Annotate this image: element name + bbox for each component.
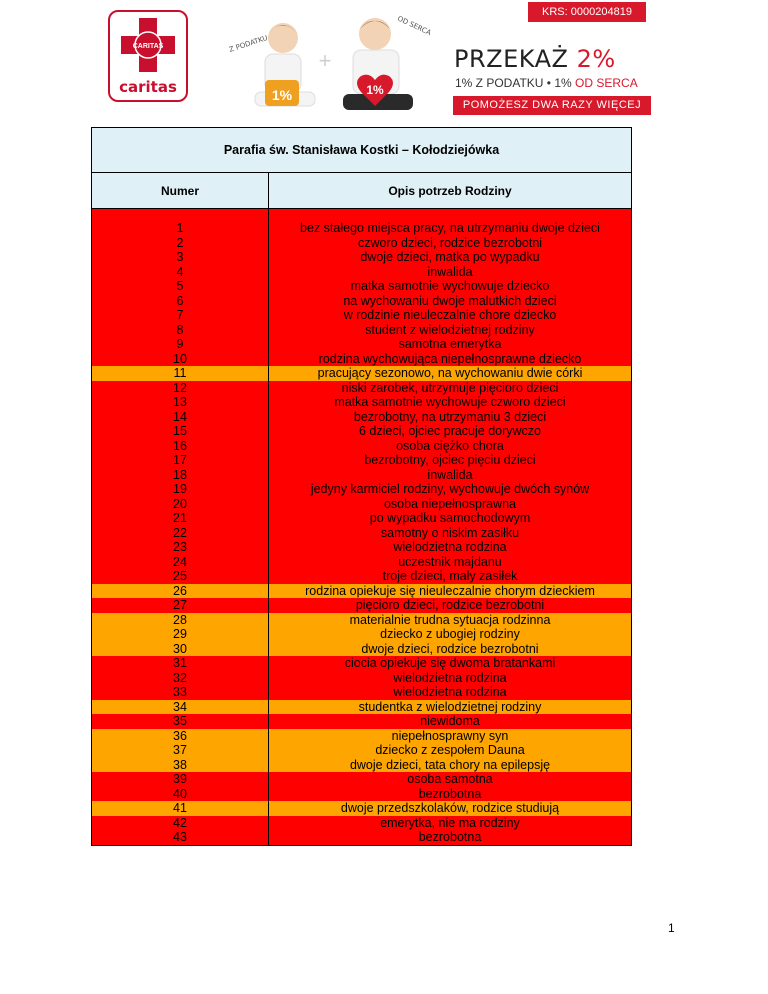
badge-left-text: Z PODATKU: [228, 33, 269, 54]
subline-part2: 1%: [554, 76, 576, 90]
row-number: 18: [92, 468, 269, 483]
table-row: [92, 540, 632, 555]
row-description: pięcioro dzieci, rodzice bezrobotni: [269, 598, 632, 613]
row-description: troje dzieci, mały zasiłek: [269, 569, 632, 584]
caritas-logo: [108, 10, 188, 102]
row-description: samotny o niskim zasiłku: [269, 526, 632, 541]
row-number: 34: [92, 700, 269, 715]
cta-banner: POMOŻESZ DWA RAZY WIĘCEJ: [453, 96, 651, 115]
table-row: [92, 743, 632, 758]
row-description: student z wielodzietnej rodziny: [269, 323, 632, 338]
table-row: [92, 511, 632, 526]
page-number: 1: [668, 921, 675, 935]
subline: [455, 76, 638, 90]
table-row: [92, 221, 632, 236]
row-number: 12: [92, 381, 269, 396]
table-row: [92, 497, 632, 512]
row-number: 24: [92, 555, 269, 570]
row-number: 10: [92, 352, 269, 367]
caritas-banner: [0, 0, 768, 125]
subline-separator: •: [543, 76, 555, 90]
row-description: samotna emerytka: [269, 337, 632, 352]
row-description: po wypadku samochodowym: [269, 511, 632, 526]
row-number: 13: [92, 395, 269, 410]
spacer-cell: [92, 209, 269, 222]
row-number: 37: [92, 743, 269, 758]
table-row: [92, 758, 632, 773]
row-number: 15: [92, 424, 269, 439]
table-row: [92, 526, 632, 541]
row-number: 29: [92, 627, 269, 642]
table-row: [92, 352, 632, 367]
row-description: materialnie trudna sytuacja rodzinna: [269, 613, 632, 628]
row-description: studentka z wielodzietnej rodziny: [269, 700, 632, 715]
header-number: Numer: [92, 173, 269, 209]
table-row: [92, 642, 632, 657]
subline-part3: OD SERCA: [575, 76, 638, 90]
row-number: 5: [92, 279, 269, 294]
table-row: [92, 555, 632, 570]
table-header-row: [92, 173, 632, 209]
row-description: dziecko z zespołem Dauna: [269, 743, 632, 758]
row-number: 4: [92, 265, 269, 280]
row-description: w rodzinie nieuleczalnie chore dziecko: [269, 308, 632, 323]
table-row: [92, 671, 632, 686]
row-number: 33: [92, 685, 269, 700]
row-number: 8: [92, 323, 269, 338]
row-number: 27: [92, 598, 269, 613]
headline-word: PRZEKAŻ: [454, 45, 569, 73]
krs-badge: KRS: 0000204819: [528, 2, 646, 22]
row-description: ciocia opiekuje się dwoma bratankami: [269, 656, 632, 671]
row-number: 6: [92, 294, 269, 309]
row-number: 3: [92, 250, 269, 265]
row-number: 17: [92, 453, 269, 468]
table-row: [92, 395, 632, 410]
table-row: [92, 714, 632, 729]
row-number: 39: [92, 772, 269, 787]
row-number: 42: [92, 816, 269, 831]
row-description: czworo dzieci, rodzice bezrobotni: [269, 236, 632, 251]
table-row: [92, 787, 632, 802]
row-description: bezrobotny, na utrzymaniu 3 dzieci: [269, 410, 632, 425]
row-number: 22: [92, 526, 269, 541]
row-description: niewidoma: [269, 714, 632, 729]
row-description: 6 dzieci, ojciec pracuje dorywczo: [269, 424, 632, 439]
table-title: Parafia św. Stanisława Kostki – Kołodziejówka: [92, 128, 632, 173]
table-row: [92, 685, 632, 700]
table-row: [92, 410, 632, 425]
row-number: 30: [92, 642, 269, 657]
sign-left-text: 1%: [271, 87, 293, 103]
row-description: dwoje przedszkolaków, rodzice studiują: [269, 801, 632, 816]
needs-table: [91, 127, 632, 846]
row-description: wielodzietna rodzina: [269, 540, 632, 555]
row-description: matka samotnie wychowuje dziecko: [269, 279, 632, 294]
row-description: osoba ciężko chora: [269, 439, 632, 454]
row-number: 26: [92, 584, 269, 599]
row-number: 2: [92, 236, 269, 251]
row-number: 23: [92, 540, 269, 555]
row-number: 14: [92, 410, 269, 425]
table-title-row: [92, 128, 632, 173]
row-number: 11: [92, 366, 269, 381]
row-description: uczestnik majdanu: [269, 555, 632, 570]
row-number: 41: [92, 801, 269, 816]
logo-cross-text: CARITAS: [132, 43, 164, 50]
row-number: 25: [92, 569, 269, 584]
row-description: niski zarobek, utrzymuje pięcioro dzieci: [269, 381, 632, 396]
table-row: [92, 265, 632, 280]
row-description: wielodzietna rodzina: [269, 685, 632, 700]
table-row: [92, 294, 632, 309]
row-number: 38: [92, 758, 269, 773]
table-row: [92, 772, 632, 787]
table-row: [92, 323, 632, 338]
table-row: [92, 613, 632, 628]
table-row: [92, 439, 632, 454]
sign-right-text: 1%: [366, 83, 384, 97]
table-row: [92, 366, 632, 381]
row-number: 7: [92, 308, 269, 323]
row-description: bez stałego miejsca pracy, na utrzymaniu dwoje dzieci: [269, 221, 632, 236]
row-description: bezrobotna: [269, 787, 632, 802]
table-row: [92, 627, 632, 642]
row-description: na wychowaniu dwoje malutkich dzieci: [269, 294, 632, 309]
table-row: [92, 700, 632, 715]
table-row: [92, 801, 632, 816]
row-number: 20: [92, 497, 269, 512]
row-number: 40: [92, 787, 269, 802]
table-row: [92, 337, 632, 352]
table-row: [92, 598, 632, 613]
row-description: bezrobotna: [269, 830, 632, 845]
table-row: [92, 569, 632, 584]
table-row: [92, 250, 632, 265]
row-description: osoba samotna: [269, 772, 632, 787]
caritas-cross-icon: [119, 16, 177, 74]
badge-right-text: OD SERCA: [396, 14, 433, 38]
row-description: emerytka, nie ma rodziny: [269, 816, 632, 831]
table-row: [92, 584, 632, 599]
row-number: 32: [92, 671, 269, 686]
headline-percent: 2%: [576, 45, 616, 73]
row-description: bezrobotny, ojciec pięciu dzieci: [269, 453, 632, 468]
spacer-cell: [269, 209, 632, 222]
row-description: pracujący sezonowo, na wychowaniu dwie córki: [269, 366, 632, 381]
svg-text:+: +: [318, 48, 332, 73]
row-number: 28: [92, 613, 269, 628]
row-number: 43: [92, 830, 269, 845]
row-description: dziecko z ubogiej rodziny: [269, 627, 632, 642]
row-number: 21: [92, 511, 269, 526]
table-spacer-row: [92, 209, 632, 222]
table-row: [92, 279, 632, 294]
headline: [454, 45, 616, 73]
row-number: 1: [92, 221, 269, 236]
table-row: [92, 468, 632, 483]
table-row: [92, 482, 632, 497]
row-number: 19: [92, 482, 269, 497]
table-row: [92, 424, 632, 439]
row-description: dwoje dzieci, tata chory na epilepsję: [269, 758, 632, 773]
row-description: inwalida: [269, 265, 632, 280]
row-description: dwoje dzieci, matka po wypadku: [269, 250, 632, 265]
row-number: 9: [92, 337, 269, 352]
row-description: wielodzietna rodzina: [269, 671, 632, 686]
row-description: rodzina wychowująca niepełnosprawne dziecko: [269, 352, 632, 367]
row-number: 36: [92, 729, 269, 744]
table-row: [92, 308, 632, 323]
row-number: 16: [92, 439, 269, 454]
children-illustration: [225, 8, 440, 120]
row-description: osoba niepełnosprawna: [269, 497, 632, 512]
table-row: [92, 236, 632, 251]
subline-part1: 1% Z PODATKU: [455, 76, 544, 90]
table-row: [92, 729, 632, 744]
table-row: [92, 453, 632, 468]
row-number: 31: [92, 656, 269, 671]
row-number: 35: [92, 714, 269, 729]
row-description: rodzina opiekuje się nieuleczalnie chorym dzieckiem: [269, 584, 632, 599]
row-description: inwalida: [269, 468, 632, 483]
logo-wordmark: caritas: [119, 78, 177, 96]
table-row: [92, 830, 632, 845]
row-description: niepełnosprawny syn: [269, 729, 632, 744]
table-row: [92, 816, 632, 831]
row-description: dwoje dzieci, rodzice bezrobotni: [269, 642, 632, 657]
row-description: matka samotnie wychowuje czworo dzieci: [269, 395, 632, 410]
table-row: [92, 656, 632, 671]
row-description: jedyny karmiciel rodziny, wychowuje dwóch synów: [269, 482, 632, 497]
header-description: Opis potrzeb Rodziny: [269, 173, 632, 209]
table-row: [92, 381, 632, 396]
